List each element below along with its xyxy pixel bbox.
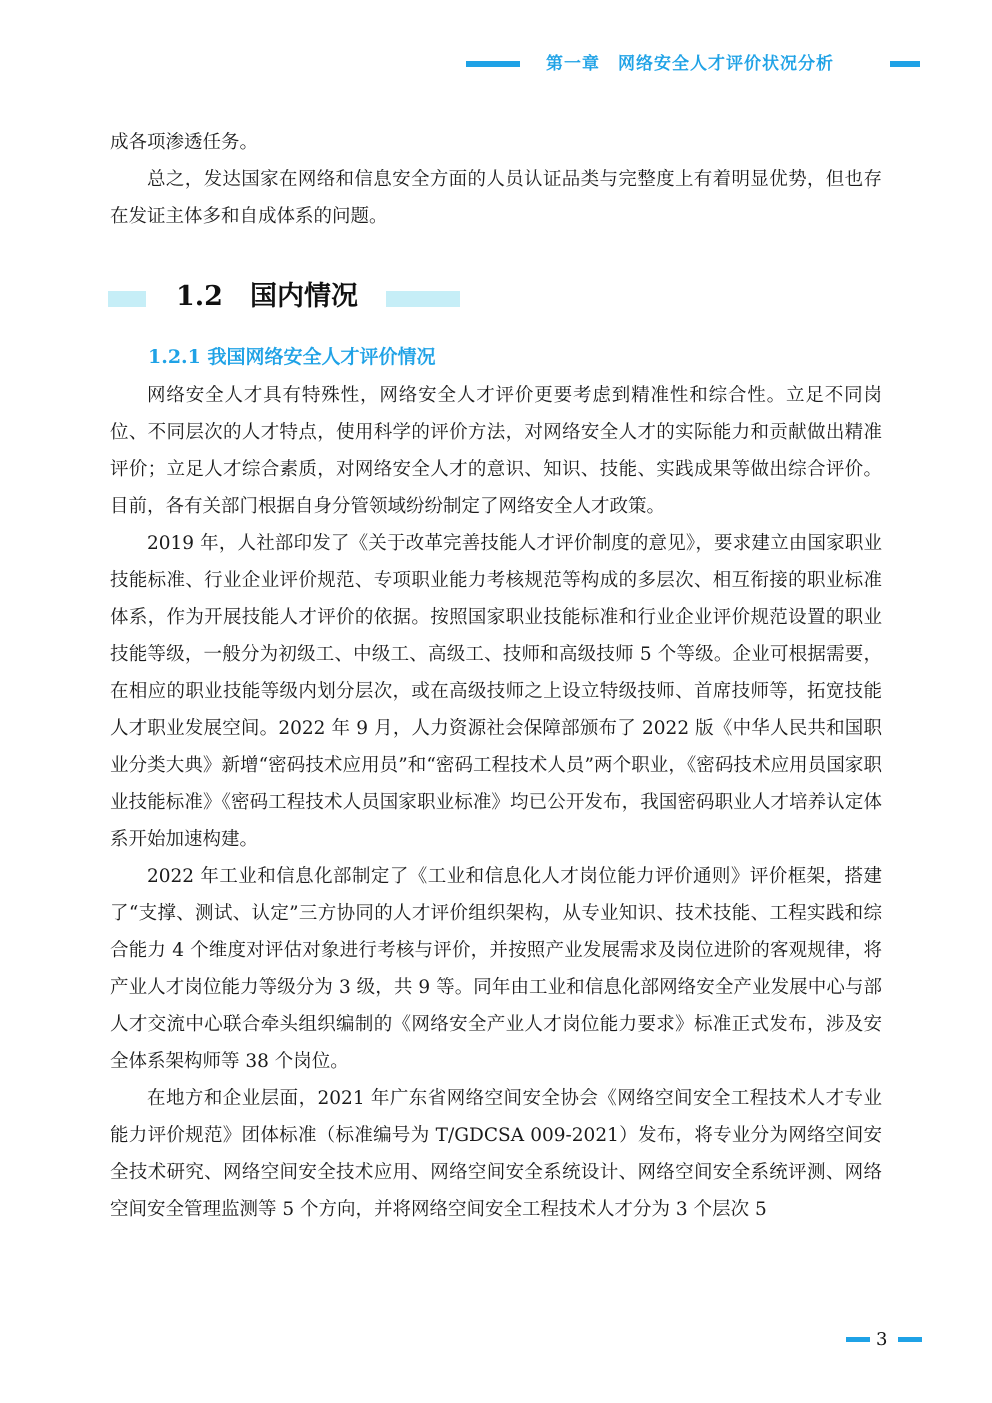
paragraph-continued: 成各项渗透任务。 [110, 132, 259, 153]
page-number: 3 [876, 1329, 888, 1350]
paragraph: 2019 年，人社部印发了《关于改革完善技能人才评价制度的意见》，要求建立由国家职业技能标准、行业企业评价规范、专项职业能力考核规范等构成的多层次、相互衔接的职业标准体系，作为开展技能人才评价的依据。按照国家职业技能标准和行业企业评价规范设置的职业技能等级，一般分为初级工、中级工、高级工、技师和高级技师 5 个等级。企业可根据需要，在相应的职业技能等级内划分层次，或在高级技师之上设立特级技师、首席技师等，拓宽技能人才职业发展空间。2022 年 9 月，人力资源社会保障部颁布了 2022 版《中华人民共和国职业分类大典》新增“密码技术应用员”和“密码工程技术人员”两个职业，《密码技术应用员国家职业技能标准》《密码工程技术人员国家职业标准》均已公开发布，我国密码职业人才培养认定体系开始加速构建。 [110, 533, 882, 850]
header-decor-bar-right [890, 61, 920, 67]
header-decor-bar-left [466, 61, 520, 67]
paragraph: 在地方和企业层面，2021 年广东省网络空间安全协会《网络空间安全工程技术人才专业能力评价规范》团体标准（标准编号为 T/GDCSA 009-2021）发布，将专业分为网络空间安全技术研究、网络空间安全技术应用、网络空间安全系统设计、网络空间安全系统评测、网络空间安全管理监测等 5 个方向，并将网络空间安全工程技术人才分为 3 个层次 5 [110, 1088, 882, 1220]
paragraph: 网络安全人才具有特殊性，网络安全人才评价更要考虑到精准性和综合性。立足不同岗位、不同层次的人才特点，使用科学的评价方法，对网络安全人才的实际能力和贡献做出精准评价；立足人才综合素质，对网络安全人才的意识、知识、技能、实践成果等做出综合评价。目前，各有关部门根据自身分管领域纷纷制定了网络安全人才政策。 [110, 385, 882, 517]
page-footer [0, 1328, 992, 1352]
footer-decor-bar-left [846, 1337, 870, 1342]
section-decor-bar-right [386, 291, 460, 307]
section-heading [110, 277, 882, 317]
footer-decor-bar-right [898, 1337, 922, 1342]
subsection-title: 1.2.1 我国网络安全人才评价情况 [148, 346, 436, 368]
page-header [0, 50, 992, 80]
section-title: 1.2 国内情况 [176, 281, 358, 312]
paragraph-summary: 总之，发达国家在网络和信息安全方面的人员认证品类与完整度上有着明显优势，但也存在发证主体多和自成体系的问题。 [110, 169, 882, 227]
paragraph: 2022 年工业和信息化部制定了《工业和信息化人才岗位能力评价通则》评价框架，搭建了“支撑、测试、认定”三方协同的人才评价组织架构，从专业知识、技术技能、工程实践和综合能力 4 个维度对评估对象进行考核与评价，并按照产业发展需求及岗位进阶的客观规律，将产业人才岗位能力等级分为 3 级，共 9 等。同年由工业和信息化部网络安全产业发展中心与部人才交流中心联合牵头组织编制的《网络安全产业人才岗位能力要求》标准正式发布，涉及安全体系架构师等 38 个岗位。 [110, 866, 882, 1072]
page-body [110, 124, 882, 1228]
section-decor-bar-left [108, 291, 146, 307]
running-chapter-title: 第一章 网络安全人才评价状况分析 [546, 54, 834, 74]
